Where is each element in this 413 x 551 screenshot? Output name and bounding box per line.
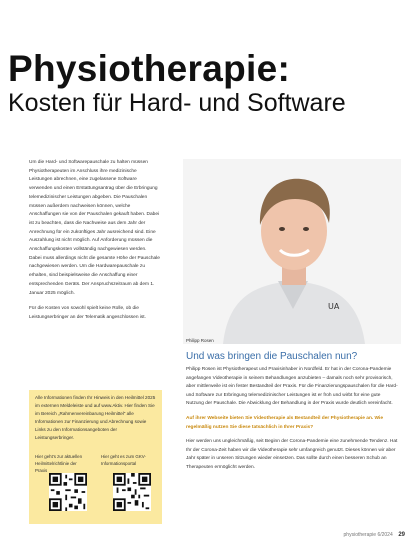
page-footer [344,532,405,538]
paragraph: Philipp Rosen ist Physiotherapeut und Praxisinhaber in Nordfeld. Er hat in der Corona-Pandemie angefangen Videotherapie in seinem Behandlungen anzubieten – damals noch sehr provisorisch, aber mittlerweile ist ein fester Bestandteil der Praxis. Für die Finanzierungspauschalen für die Hard- und Software zur Erbringung telemedizinischer Leistungen ist er froh und wirbt für eine gute Nutzung der Pauschale. Die Abwicklung der Behandlung in der Praxis wurde deutlich vereinfacht. [186,367,398,407]
brand-logo: UA [328,302,340,311]
qr-code-icon[interactable] [49,473,87,511]
portrait-photo [183,159,401,344]
right-column [186,366,399,479]
interview-question: Auf ihrer Webseite bieten Sie Videotherapie als Bestandteil der Physiotherapie an. Wie regelmäßig nutzen Sie diese tatsächlich in Ihrer Praxis? [186,415,384,430]
info-box [29,390,162,524]
photo-caption: Philipp Rosen [186,338,214,343]
section-heading: Und was bringen die Pauschalen nun? [186,351,358,362]
qr1-label: Hier geht’s zur aktuellen Heilmittelrichtlinie der Praxis [35,454,83,473]
magazine-name: physiotherapie 6/2024 [343,532,393,538]
paragraph: Hier werden uns ungleichmäßig, seit Beginn der Corona-Pandemie eine zunehmende Tendenz. Hat Ihr der Corona-Zeit haben wir die Videotherapie sehr umfangreich genutzt. Dieses können wir aber Jahr später in unseren Sitzungen wieder einsetzen. Das sollte durch einen besseren Schub an Therapeuten ermöglicht werden. [186,439,398,470]
article-subtitle: Kosten für Hard- und Software [8,89,346,117]
page-number: 29 [398,532,405,538]
info-text: Alle Informationen finden Ihr Hinweis in den Heilmittel 2025 im externen Meldeleiste und auf www.Aktiv. Hier finden Sie im Bereich „Rahmenvereinbarung Heilmittel“ alle Informationen zur Finanzierung und Abrechnung sowie Links zu den Informationsangeboten der Leistungserbringer. [35,395,156,440]
person-portrait-icon [183,159,401,344]
paragraph: Um die Hard- und Softwarepauschale zu halten müssen Physiotherapeuten im Anschluss ihre medizinische Leistungen abrechnen, eine zugelassene Software verwenden und einen Erstattungsantrag über die Erbringung telemedizinischer Leistungen abgeben. Die Pauschalen müssen außerdem nachweisen können, welche Anschaffungen sie von der Pauschalen gekauft haben. Dabei ist zu beachten, dass die Nachweise aus dem Jahr der Anrechnung für ein zukünftiges Jahr ausreichend sind. Eine Auszahlung ist nicht möglich. Auf Anforderung müssen die Anschaffungskosten vollständig nachgewiesen werden. Dabei muss allerdings nicht die gesamte Höhe der Pauschale nachgewiesen werden. Um die Hardwarepauschale zu erhalten, sind beispielsweise die Anschaffung einer entsprechenden Geräts. Der Anspruchszeitraum ab dem 1. Januar 2025 möglich. [29,160,160,296]
paragraph: Für die Kosten von sowohl spielt keine Rolle, ob die Leistungserbringer an der Telematik angeschlossen ist. [29,306,146,320]
qr-code-icon[interactable] [113,473,151,511]
left-column [29,159,160,330]
qr2-label: Hier geht es zum GKV-Informationsportal [101,454,146,466]
article-title: Physiotherapie: [8,48,291,89]
